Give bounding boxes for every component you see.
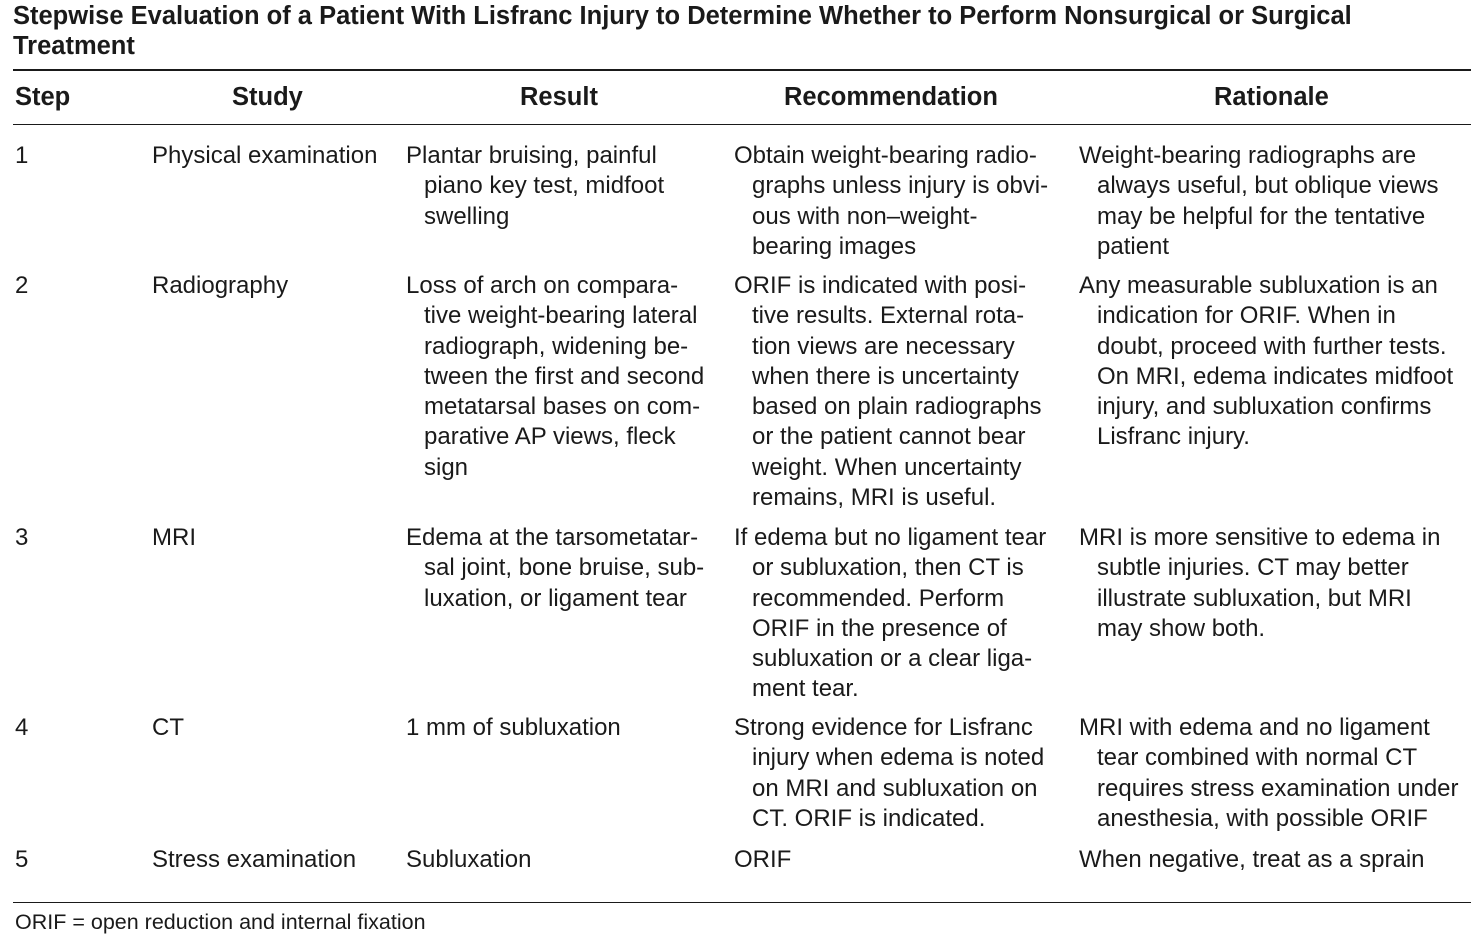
result-cell [406, 271, 704, 483]
cell-line: ORIF in the presence of [752, 614, 1007, 642]
study-cell: Physical examination [152, 142, 378, 169]
cell-line: bearing images [752, 232, 917, 260]
cell-line: requires stress examination under [1097, 774, 1459, 802]
cell-line: when there is uncertainty [752, 362, 1019, 390]
cell-line: Weight-bearing radiographs are [1079, 142, 1417, 169]
recommendation-cell [734, 713, 1044, 834]
header-rule [13, 124, 1471, 125]
cell-line: or the patient cannot bear [752, 423, 1026, 451]
result-cell [406, 713, 621, 743]
cell-line: MRI with edema and no ligament [1079, 714, 1430, 741]
rationale-cell [1079, 523, 1440, 644]
cell-line: Plantar bruising, painful [406, 142, 657, 169]
step-cell: 1 [15, 142, 29, 169]
cell-line: injury when edema is noted [752, 744, 1045, 772]
cell-line: luxation, or ligament tear [424, 584, 687, 612]
study-cell: Radiography [152, 272, 289, 299]
step-cell: 2 [15, 272, 29, 299]
cell-line: Any measurable subluxation is an [1079, 272, 1438, 299]
recommendation-cell [734, 271, 1042, 513]
footnote: ORIF = open reduction and internal fixation [15, 910, 426, 934]
cell-line: If edema but no ligament tear [734, 524, 1047, 551]
cell-line: injury, and subluxation confirms [1097, 393, 1432, 421]
cell-line: sal joint, bone bruise, sub- [424, 554, 705, 582]
cell-line: swelling [424, 202, 510, 230]
cell-line: remains, MRI is useful. [752, 484, 997, 512]
rationale-cell [1079, 713, 1459, 834]
cell-line: MRI is more sensitive to edema in [1079, 524, 1441, 551]
cell-line: anesthesia, with possible ORIF [1097, 804, 1428, 832]
study-cell: Stress examination [152, 846, 357, 873]
header-result: Result [520, 83, 598, 111]
header-step: Step [15, 83, 71, 111]
result-cell [406, 845, 531, 875]
recommendation-cell [734, 141, 1048, 262]
cell-line: radiograph, widening be- [424, 332, 689, 360]
cell-line: When negative, treat as a sprain [1079, 846, 1425, 873]
study-cell: MRI [152, 524, 196, 551]
cell-line: ous with non–weight- [752, 202, 978, 230]
header-study: Study [232, 83, 303, 111]
cell-line: tive results. External rota- [752, 302, 1025, 330]
cell-line: may be helpful for the tentative [1097, 202, 1426, 230]
cell-line: graphs unless injury is obvi- [752, 172, 1049, 200]
cell-line: doubt, proceed with further tests. [1097, 332, 1447, 360]
cell-line: Loss of arch on compara- [406, 272, 679, 299]
cell-line: tear combined with normal CT [1097, 744, 1418, 772]
recommendation-cell [734, 845, 791, 875]
cell-line: sign [424, 453, 469, 481]
rationale-cell [1079, 271, 1453, 453]
step-cell: 4 [15, 714, 29, 741]
cell-line: tion views are necessary [752, 332, 1015, 360]
cell-line: always useful, but oblique views [1097, 172, 1439, 200]
table-title: Stepwise Evaluation of a Patient With Lisfranc Injury to Determine Whether to Perform Nonsurgical or Surgical Treatment [13, 2, 1352, 60]
step-cell: 3 [15, 524, 29, 551]
cell-line: parative AP views, fleck [424, 423, 676, 451]
bottom-rule [13, 902, 1471, 903]
cell-line: patient [1097, 232, 1170, 260]
cell-line: On MRI, edema indicates midfoot [1097, 362, 1454, 390]
cell-line: recommended. Perform [752, 584, 1005, 612]
header-recommendation: Recommendation [784, 83, 998, 111]
result-cell [406, 523, 704, 614]
result-cell [406, 141, 664, 232]
step-cell: 5 [15, 846, 29, 873]
cell-line: ORIF is indicated with posi- [734, 272, 1027, 299]
cell-line: may show both. [1097, 614, 1266, 642]
cell-line: Strong evidence for Lisfranc [734, 714, 1033, 741]
cell-line: ORIF [734, 846, 792, 873]
top-rule [13, 69, 1471, 71]
rationale-cell [1079, 141, 1439, 262]
cell-line: or subluxation, then CT is [752, 554, 1024, 582]
cell-line: indication for ORIF. When in [1097, 302, 1396, 330]
cell-line: based on plain radiographs [752, 393, 1042, 421]
cell-line: CT. ORIF is indicated. [752, 804, 986, 832]
cell-line: ment tear. [752, 675, 859, 703]
cell-line: 1 mm of subluxation [406, 714, 621, 741]
study-cell: CT [152, 714, 184, 741]
cell-line: tween the first and second [424, 362, 705, 390]
cell-line: subluxation or a clear liga- [752, 645, 1033, 673]
cell-line: on MRI and subluxation on [752, 774, 1038, 802]
cell-line: Subluxation [406, 846, 532, 873]
cell-line: weight. When uncertainty [752, 453, 1022, 481]
cell-line: subtle injuries. CT may better [1097, 554, 1409, 582]
cell-line: tive weight-bearing lateral [424, 302, 698, 330]
header-rationale: Rationale [1214, 83, 1329, 111]
cell-line: Obtain weight-bearing radio- [734, 142, 1037, 169]
recommendation-cell [734, 523, 1046, 705]
cell-line: piano key test, midfoot [424, 172, 665, 200]
cell-line: Edema at the tarsometatar- [406, 524, 699, 551]
rationale-cell [1079, 845, 1425, 875]
cell-line: illustrate subluxation, but MRI [1097, 584, 1412, 612]
cell-line: Lisfranc injury. [1097, 423, 1250, 451]
cell-line: metatarsal bases on com- [424, 393, 701, 421]
